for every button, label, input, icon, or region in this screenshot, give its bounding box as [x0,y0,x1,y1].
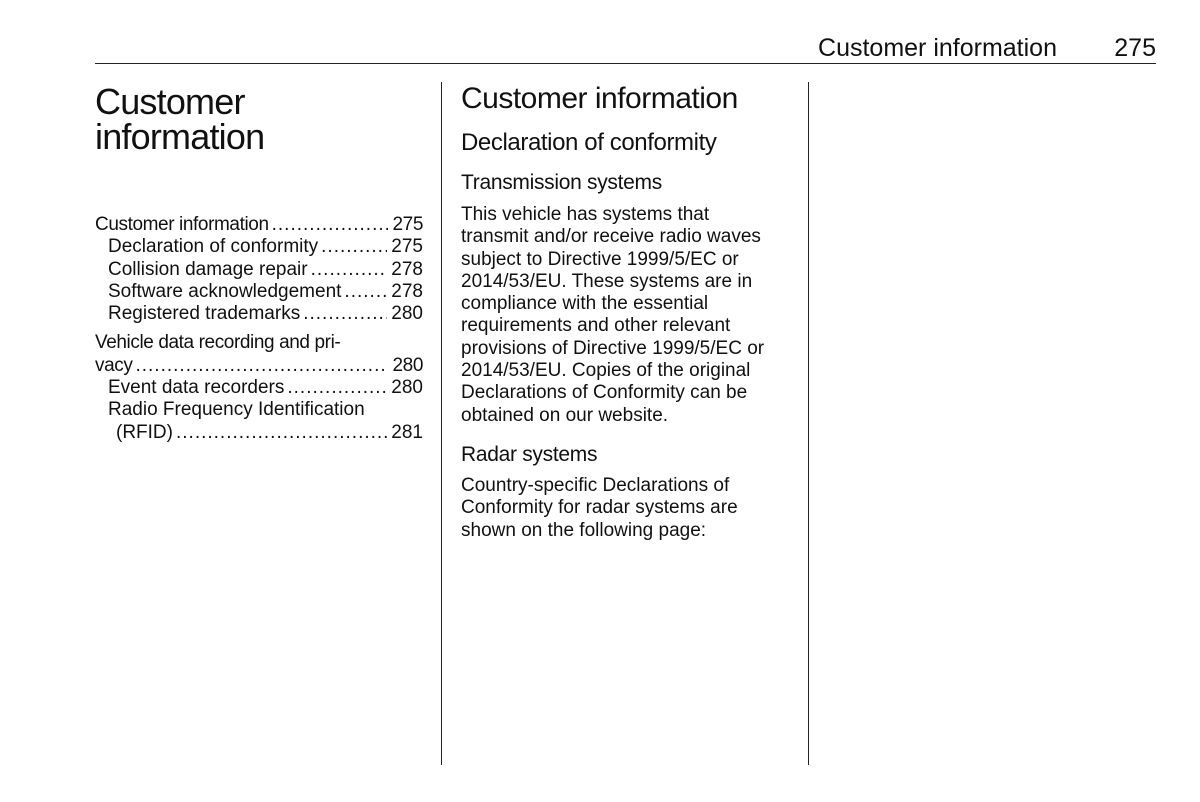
toc-entry-label: Event data recorders [108,377,285,399]
toc-entry-label: Registered trademarks [108,303,301,325]
toc-entry-vehicle-data-recording[interactable] [95,332,423,377]
toc-entry-label-line2: (RFID) [116,421,173,443]
paragraph-line: Country-specific Declarations of [461,474,730,496]
paragraph-line: provisions of Directive 1999/5/EC or [461,337,765,359]
topic-heading-radar-systems: Radar systems [461,442,598,466]
running-header-title: Customer information [818,34,1057,62]
chapter-title [95,81,425,157]
toc-entry-rfid[interactable] [95,399,423,444]
paragraph-line: requirements and other relevant [461,315,731,337]
toc-entry-page: 280 [391,377,423,399]
column-divider-right [808,82,809,765]
toc-entry-page: 280 [392,354,423,376]
column-divider-left [441,82,442,765]
section-title: Customer information [461,82,738,115]
toc-entry-label-line1: Radio Frequency Identification [108,399,365,421]
toc-leader-dots [135,355,388,377]
topic-heading-transmission-systems: Transmission systems [461,171,662,194]
toc-entry-page: 278 [391,280,423,302]
chapter-title-line: information [95,116,265,157]
toc-leader-dots [287,377,387,399]
toc-entry-customer-information[interactable] [95,214,423,236]
subsection-title: Declaration of conformity [461,129,717,156]
paragraph-line: obtained on our website. [461,404,669,426]
topic-paragraph-radar-systems [461,475,796,542]
toc-entry-page: 280 [391,303,423,325]
paragraph-line: subject to Directive 1999/5/EC or [461,248,739,270]
toc-leader-dots [321,236,387,258]
topic-paragraph-transmission-systems [461,204,796,427]
paragraph-line: 2014/53/EU. These systems are in [461,270,753,292]
paragraph-line: This vehicle has systems that [461,204,710,225]
toc-leader-dots [344,281,387,303]
toc-entry-label-line2: vacy [95,354,133,376]
toc-leader-dots [176,422,387,444]
toc-entry-label: Declaration of conformity [108,236,319,258]
chapter-title-line: Customer [95,81,245,122]
toc-entry-line2 [95,355,423,377]
paragraph-line: transmit and/or receive radio waves [461,226,761,248]
toc-leader-dots [311,259,388,281]
toc-leader-dots [272,214,389,236]
toc-entry-label: Customer information [95,214,269,235]
paragraph-line: Conformity for radar systems are [461,497,738,519]
toc-entry-page: 278 [391,258,423,280]
page-number: 275 [1114,34,1156,62]
toc-entry-registered-trademarks[interactable] [95,303,423,325]
table-of-contents [95,214,423,444]
toc-entry-page: 281 [391,421,423,443]
paragraph-line: 2014/53/EU. Copies of the original [461,360,751,382]
toc-entry-event-data-recorders[interactable] [95,377,423,399]
toc-leader-dots [303,303,387,325]
toc-entry-page: 275 [391,236,423,258]
paragraph-line: shown on the following page: [461,519,707,541]
toc-entry-line2 [95,422,423,444]
toc-entry-label: Software acknowledgement [108,280,342,302]
toc-entry-collision-damage-repair[interactable] [95,259,423,281]
toc-entry-page: 275 [392,214,423,235]
paragraph-line: Declarations of Conformity can be [461,382,748,404]
toc-entry-declaration-of-conformity[interactable] [95,236,423,258]
toc-entry-software-acknowledgement[interactable] [95,281,423,303]
toc-entry-label-line1: Vehicle data recording and pri- [95,332,341,354]
paragraph-line: compliance with the essential [461,293,709,315]
toc-entry-label: Collision damage repair [108,258,308,280]
main-content [461,82,796,542]
running-header [95,34,1156,64]
